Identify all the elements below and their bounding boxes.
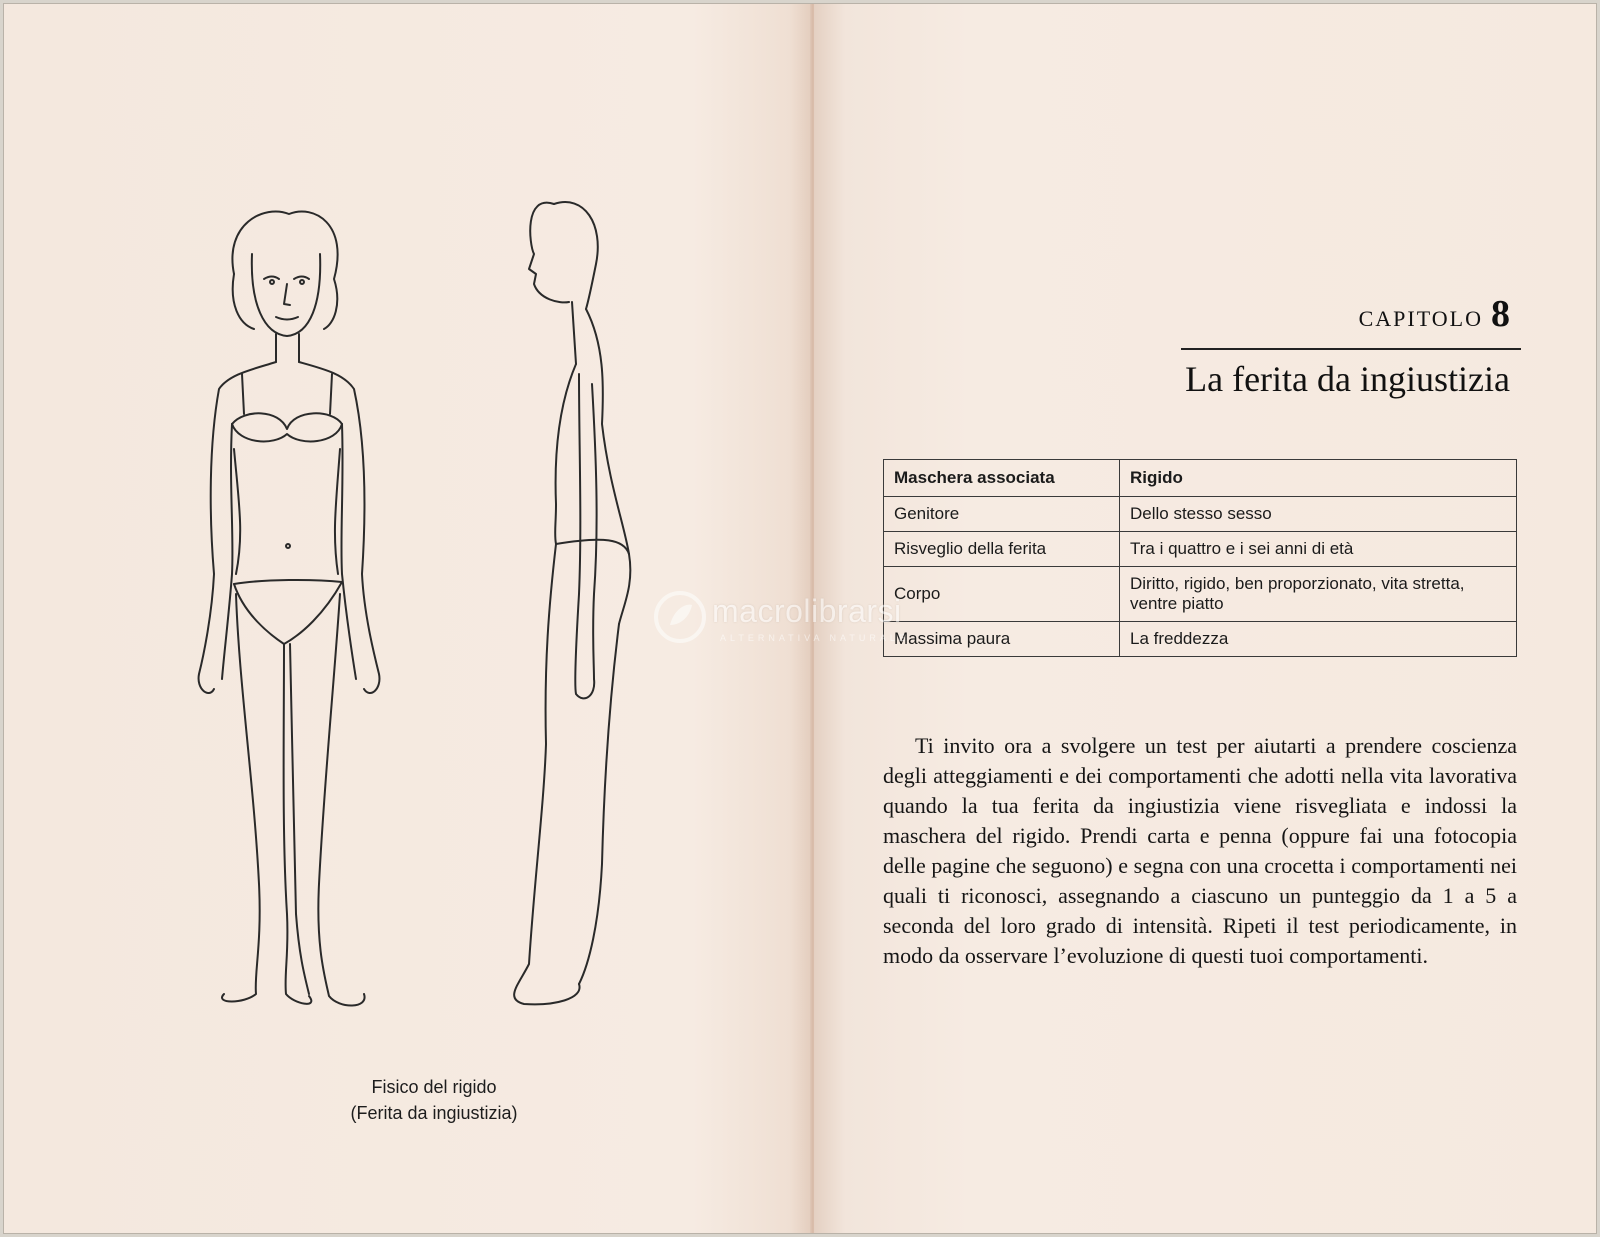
table-cell: Massima paura: [884, 622, 1120, 657]
rigid-body-illustration: [184, 184, 664, 1044]
table-cell: Risveglio della ferita: [884, 532, 1120, 567]
chapter-rule: [1181, 348, 1521, 350]
table-cell: Diritto, rigido, ben proporzionato, vita stretta, ventre piatto: [1120, 567, 1517, 622]
table-header-cell: Rigido: [1120, 460, 1517, 497]
table-header-cell: Maschera associata: [884, 460, 1120, 497]
figure-caption: [244, 1074, 624, 1126]
body-paragraph: Ti invito ora a svolgere un test per aiutarti a prendere coscienza degli atteggiamenti e dei comportamenti che adotti nella vita lavorativa quando la tua ferita da ingiustizia viene risvegliata e indossi la maschera del rigido. Prendi carta e penna (oppure fai una fotocopia delle pagine che seguono) e segna con una crocetta i comportamenti nei quali ti riconosci, assegnando a ciascuno un punteggio da 1 a 5 a seconda del loro grado di intensità. Ripeti il test periodicamente, in modo da osservare l’evoluzione di questi tuoi comportamenti.: [883, 733, 1517, 968]
table-cell: Dello stesso sesso: [1120, 497, 1517, 532]
table-cell: Tra i quattro e i sei anni di età: [1120, 532, 1517, 567]
table-cell: Corpo: [884, 567, 1120, 622]
table-row: [884, 532, 1517, 567]
chapter-number: 8: [1491, 293, 1510, 335]
female-figure-front: [199, 212, 380, 1006]
table-cell: La freddezza: [1120, 622, 1517, 657]
caption-line-1: Fisico del rigido: [371, 1077, 497, 1097]
table-header-row: [884, 460, 1517, 497]
watermark-brand: macrolibrarsi: [712, 593, 902, 629]
table-row: [884, 497, 1517, 532]
chapter-title: La ferita da ingiustizia: [1185, 359, 1510, 399]
table-cell: Genitore: [884, 497, 1120, 532]
caption-line-2: (Ferita da ingiustizia): [350, 1103, 518, 1123]
watermark-tagline: ALTERNATIVA NATURALE: [720, 633, 909, 643]
book-spread: [3, 3, 1597, 1234]
chapter-label: [1359, 292, 1510, 336]
watermark: [652, 589, 982, 649]
watermark-logo-icon: [652, 589, 708, 645]
chapter-word: CAPITOLO: [1358, 306, 1483, 331]
male-figure-side: [514, 202, 630, 1004]
